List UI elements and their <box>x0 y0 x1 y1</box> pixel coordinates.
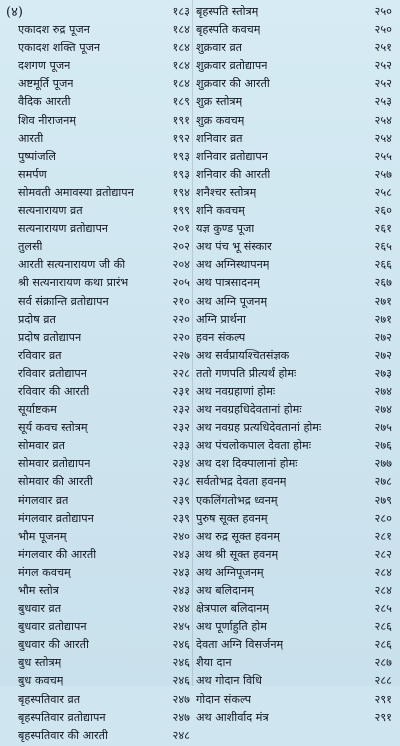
index-entry <box>18 94 190 112</box>
entry-title: सर्व संक्रान्ति व्रतोद्यापन <box>18 294 109 308</box>
entry-page-number: २५० <box>374 5 392 18</box>
entry-title: अथ नवग्रह प्रत्यधिदेवतानां होमः <box>196 421 322 435</box>
index-entry <box>18 330 190 348</box>
entry-title: सर्वतोभद्र देवता हवनम् <box>196 475 287 489</box>
entry-title: बुधवार व्रत <box>18 602 62 616</box>
entry-title: अथ श्री सूक्त हवनम् <box>196 547 279 561</box>
entry-title: भौम पूजनम् <box>18 529 67 543</box>
index-entry <box>196 619 396 637</box>
entry-page-number: २२० <box>172 312 190 326</box>
entry-title: अथ बलिदानम् <box>196 584 254 597</box>
index-entry <box>18 511 190 529</box>
entry-page-number: २९१ <box>374 692 392 706</box>
entry-title: सूर्याष्टकम <box>18 403 57 417</box>
entry-title: अथ पंचलोकपाल देवता होमः <box>196 439 311 453</box>
index-entry <box>196 40 396 58</box>
entry-title: शुक्र स्तोत्रम् <box>196 95 243 109</box>
entry-title: देवता अग्नि विसर्जनम् <box>196 638 284 652</box>
entry-page-number: २४६ <box>172 674 190 688</box>
entry-page-number: १९३ <box>172 149 190 163</box>
entry-title: अथ पंच भू संस्कार <box>196 240 272 254</box>
entry-title: प्रदोष व्रतोद्यापन <box>18 330 82 344</box>
entry-title: रविवार व्रत <box>18 348 62 362</box>
entry-page-number: २३२ <box>172 403 190 417</box>
index-entry <box>18 619 190 637</box>
index-entry <box>18 203 190 221</box>
index-entry <box>196 4 396 22</box>
index-entry <box>18 58 190 76</box>
index-entry <box>18 4 190 22</box>
entry-page-number: १८९ <box>172 95 190 109</box>
entry-page-number: २८२ <box>374 547 392 561</box>
entry-title: सोमवार व्रत <box>18 439 65 453</box>
entry-page-number: १९३ <box>172 167 190 181</box>
entry-page-number: १९९ <box>172 204 190 218</box>
index-entry <box>196 565 396 583</box>
index-entry <box>18 257 190 275</box>
entry-title: यज्ञ कुण्ड पूजा <box>196 222 255 236</box>
index-entry <box>196 131 396 149</box>
index-entry <box>196 76 396 94</box>
entry-title: बुधवार व्रतोद्यापन <box>18 620 87 634</box>
entry-title: शुक्रवार की आरती <box>196 77 270 91</box>
index-entry <box>196 637 396 655</box>
entry-page-number: २८५ <box>374 602 392 616</box>
entry-page-number: २५१ <box>374 41 392 55</box>
entry-page-number: २४३ <box>172 547 190 561</box>
entry-page-number: २८६ <box>374 638 392 652</box>
entry-title: शैया दान <box>196 656 232 670</box>
index-entry <box>18 384 190 402</box>
entry-page-number: २३९ <box>172 511 190 525</box>
entry-title: अथ अग्निस्थापनम् <box>196 258 270 272</box>
entry-title: सूर्य कवच स्तोत्रम् <box>18 421 88 435</box>
entry-page-number: २८८ <box>374 674 392 688</box>
index-entry <box>196 149 396 167</box>
entry-title: एकादश रुद्र पूजन <box>18 23 90 37</box>
entry-title: प्रदोष व्रत <box>18 312 56 326</box>
entry-page-number: २४६ <box>172 638 190 652</box>
entry-page-number: २६० <box>374 204 392 218</box>
entry-page-number: २७९ <box>374 493 392 507</box>
entry-page-number: २२७ <box>172 348 190 362</box>
entry-page-number: २७८ <box>374 475 392 489</box>
entry-page-number: २४४ <box>172 602 190 616</box>
entry-page-number: १८४ <box>172 59 190 73</box>
entry-page-number: २३४ <box>172 457 190 471</box>
entry-page-number: २४७ <box>172 692 190 706</box>
entry-page-number: २७२ <box>374 348 392 362</box>
entry-title: पुरुष सूक्त हवनम् <box>196 511 268 525</box>
index-entry <box>196 547 396 565</box>
index-entry <box>196 239 396 257</box>
index-entry <box>196 673 396 691</box>
index-entry <box>18 692 190 710</box>
entry-page-number: २०४ <box>172 258 190 272</box>
entry-page-number: २७३ <box>374 366 392 380</box>
entry-title: शनिवार की आरती <box>196 167 271 181</box>
entry-title: दशगण पूजन <box>18 59 71 73</box>
entry-title: हवन संकल्प <box>196 330 246 344</box>
index-entry <box>196 710 396 728</box>
index-entry <box>196 257 396 275</box>
index-entry <box>196 402 396 420</box>
entry-page-number: २८४ <box>374 584 392 597</box>
index-entry <box>18 131 190 149</box>
index-entry <box>18 456 190 474</box>
entry-title: बृहस्पति कवचम् <box>196 23 261 37</box>
index-entry <box>18 275 190 293</box>
index-entry <box>196 58 396 76</box>
entry-page-number: २४३ <box>172 584 190 597</box>
index-entry <box>196 655 396 673</box>
index-entry <box>18 239 190 257</box>
entry-page-number: २०५ <box>172 276 190 290</box>
entry-title: सोमवती अमावस्या व्रतोद्यापन <box>18 185 134 199</box>
entry-title: अथ नवग्रहधिदेवतानां होमः <box>196 403 302 417</box>
index-entry <box>18 438 190 456</box>
entry-page-number: २६७ <box>374 276 392 290</box>
entry-page-number: २५२ <box>374 77 392 91</box>
entry-title: पुष्पांजलि <box>18 149 56 163</box>
index-entry <box>196 692 396 710</box>
entry-title: अथ आशीर्वाद मंत्र <box>196 710 269 724</box>
entry-title: सत्यनारायण व्रतोद्यापन <box>18 222 109 236</box>
entry-page-number: २३८ <box>172 475 190 489</box>
entry-title: सत्यनारायण व्रत <box>18 204 83 218</box>
entry-page-number: २४० <box>172 529 190 543</box>
entry-title: शनिवार व्रतोद्यापन <box>196 149 268 163</box>
entry-page-number: २५८ <box>374 185 392 199</box>
entry-page-number: २५२ <box>374 59 392 73</box>
index-entry <box>196 167 396 185</box>
index-entry <box>18 294 190 312</box>
entry-page-number: २७४ <box>374 403 392 417</box>
entry-page-number: २५७ <box>374 167 392 181</box>
entry-page-number: २८१ <box>374 529 392 543</box>
entry-page-number: २४५ <box>172 620 190 634</box>
index-entry <box>18 655 190 673</box>
entry-page-number: २२० <box>172 330 190 344</box>
entry-page-number: २५० <box>374 23 392 37</box>
entry-title: सोमवार की आरती <box>18 475 93 489</box>
index-entry <box>18 185 190 203</box>
index-entry <box>18 601 190 619</box>
entry-page-number: २५५ <box>374 149 392 163</box>
entry-title: शिव नीराजनम् <box>18 113 77 127</box>
index-entry <box>18 366 190 384</box>
entry-page-number: २८७ <box>374 656 392 670</box>
entry-title: अष्टमूर्ति पूजन <box>18 77 74 91</box>
index-entry <box>196 511 396 529</box>
index-entry <box>18 76 190 94</box>
entry-page-number: २६१ <box>374 222 392 236</box>
entry-page-number: २७५ <box>374 421 392 435</box>
index-entry <box>196 221 396 239</box>
entry-page-number: २३१ <box>172 384 190 398</box>
index-entry <box>196 294 396 312</box>
index-entry <box>18 22 190 40</box>
entry-page-number: २८६ <box>374 620 392 634</box>
index-entry <box>18 474 190 492</box>
entry-title: एकादश शक्ति पूजन <box>18 41 101 55</box>
entry-title: बुधवार की आरती <box>18 638 89 652</box>
index-entry <box>18 710 190 728</box>
index-entry <box>196 420 396 438</box>
entry-title: शुक्रवार व्रत <box>196 41 243 55</box>
index-entry <box>196 312 396 330</box>
index-entry <box>18 402 190 420</box>
entry-title: अथ पूर्णाहुति होम <box>196 620 267 634</box>
entry-title: शुक्रवार व्रतोद्यापन <box>196 59 268 73</box>
entry-page-number: १८४ <box>172 77 190 91</box>
entry-title: बृहस्पतिवार व्रतोद्यापन <box>18 710 106 724</box>
index-entry <box>196 493 396 511</box>
entry-title: बृहस्पतिवार की आरती <box>18 728 108 742</box>
entry-page-number: १९४ <box>172 185 190 199</box>
entry-page-number: २७२ <box>374 330 392 344</box>
entry-page-number: १९१ <box>172 113 190 127</box>
entry-title: अथ पात्रसादनम् <box>196 276 260 290</box>
entry-page-number: १९२ <box>172 131 190 145</box>
entry-page-number: २४६ <box>172 656 190 670</box>
entry-page-number: २३२ <box>172 421 190 435</box>
entry-page-number: १८३ <box>172 5 190 18</box>
index-entry <box>196 348 396 366</box>
entry-page-number: २२८ <box>172 366 190 380</box>
index-entry <box>18 583 190 601</box>
index-entry <box>196 22 396 40</box>
entry-title: आरती सत्यनारायण जी की <box>18 258 126 272</box>
entry-title: शुक्र कवचम् <box>196 113 245 127</box>
entry-title: वैदिक आरती <box>18 95 71 109</box>
index-entry <box>196 185 396 203</box>
index-entry <box>18 113 190 131</box>
entry-title: अथ दश दिक्पालानां होमः <box>196 457 298 471</box>
entry-page-number: २१० <box>172 294 190 308</box>
entry-page-number: २४७ <box>172 710 190 724</box>
entry-title: शनि कवचम् <box>196 204 245 218</box>
entry-title: भौम स्तोत्र <box>18 584 59 597</box>
entry-page-number: २५३ <box>374 95 392 109</box>
entry-title: सोमवार व्रतोद्यापन <box>18 457 91 471</box>
entry-title: मंगलवार की आरती <box>18 547 97 561</box>
entry-title: अथ अग्निपूजनम् <box>196 565 264 579</box>
entry-title: अथ गोदान विधि <box>196 674 262 688</box>
index-entry <box>196 275 396 293</box>
index-entry <box>196 384 396 402</box>
entry-page-number: २५४ <box>374 113 392 127</box>
entry-title: बृहस्पतिवार व्रत <box>18 692 81 706</box>
index-entry <box>18 167 190 185</box>
index-entry <box>18 493 190 511</box>
entry-page-number: १८४ <box>172 23 190 37</box>
entry-page-number: २९१ <box>374 710 392 724</box>
entry-title: ततो गणपति प्रीत्यर्थं होमः <box>196 366 297 380</box>
index-entry <box>196 366 396 384</box>
index-entry <box>196 456 396 474</box>
entry-page-number: २८४ <box>374 565 392 579</box>
index-right-column <box>196 4 396 728</box>
index-entry <box>196 474 396 492</box>
entry-title: मंगलवार व्रतोद्यापन <box>18 511 94 525</box>
entry-page-number: २६६ <box>374 258 392 272</box>
entry-title: मंगल कवचम् <box>18 565 71 579</box>
page-number-label: (४) <box>6 5 23 20</box>
index-entry <box>18 637 190 655</box>
entry-title: शनिवार व्रत <box>196 131 243 145</box>
index-entry <box>196 601 396 619</box>
index-entry <box>196 330 396 348</box>
entry-title: अथ अग्नि पूजनम् <box>196 294 268 308</box>
entry-title: अथ सर्वप्रायश्चितसंज्ञक <box>196 348 290 362</box>
entry-title: गोदान संकल्प <box>196 692 252 706</box>
index-entry <box>18 547 190 565</box>
entry-page-number: २६५ <box>374 240 392 254</box>
index-entry <box>196 438 396 456</box>
entry-title: बुध कवचम् <box>18 674 64 688</box>
index-entry <box>196 529 396 547</box>
index-entry <box>196 94 396 112</box>
index-entry <box>196 583 396 601</box>
entry-page-number: २४८ <box>172 728 190 742</box>
index-entry <box>18 565 190 583</box>
entry-page-number: २७६ <box>374 439 392 453</box>
entry-title: रविवार की आरती <box>18 384 90 398</box>
entry-page-number: २८० <box>374 511 392 525</box>
entry-page-number: २३९ <box>172 493 190 507</box>
entry-title: क्षेत्रपाल बलिदानम् <box>196 602 270 616</box>
entry-title: अथ नवग्रहाणां होमः <box>196 384 276 398</box>
entry-title: अग्नि प्रार्थना <box>196 312 246 326</box>
entry-title: एकलिंगतोभद्र ध्वनम् <box>196 493 278 507</box>
entry-page-number: २७४ <box>374 384 392 398</box>
entry-title: समर्पण <box>18 167 47 181</box>
entry-page-number: २४३ <box>172 565 190 579</box>
entry-page-number: २०२ <box>172 240 190 254</box>
index-entry <box>18 673 190 691</box>
entry-title: मंगलवार व्रत <box>18 493 69 507</box>
index-entry <box>18 529 190 547</box>
index-entry <box>18 312 190 330</box>
entry-page-number: १८४ <box>172 41 190 55</box>
entry-title: तुलसी <box>18 240 43 254</box>
entry-title: अथ रुद्र सूक्त हवनम् <box>196 529 280 543</box>
column-divider <box>192 0 193 686</box>
index-entry <box>196 113 396 131</box>
entry-page-number: २७७ <box>374 457 392 471</box>
index-entry <box>18 40 190 58</box>
entry-title: शनैश्चर स्तोत्रम् <box>196 185 257 199</box>
entry-page-number: २७१ <box>374 312 392 326</box>
entry-title: रविवार व्रतोद्यापन <box>18 366 87 380</box>
entry-page-number: २५४ <box>374 131 392 145</box>
index-entry <box>18 728 190 746</box>
index-left-column <box>18 4 190 746</box>
entry-title: बृहस्पति स्तोत्रम् <box>196 5 259 18</box>
entry-page-number: २७१ <box>374 294 392 308</box>
index-entry <box>18 348 190 366</box>
entry-title: आरती <box>18 131 44 145</box>
index-entry <box>196 203 396 221</box>
index-entry <box>18 420 190 438</box>
index-entry <box>18 149 190 167</box>
entry-title: बुध स्तोत्रम् <box>18 656 62 670</box>
entry-page-number: २०१ <box>172 222 190 236</box>
entry-title: श्री सत्यनारायण कथा प्रारंभ <box>18 276 129 290</box>
entry-page-number: २३३ <box>172 439 190 453</box>
index-entry <box>18 221 190 239</box>
